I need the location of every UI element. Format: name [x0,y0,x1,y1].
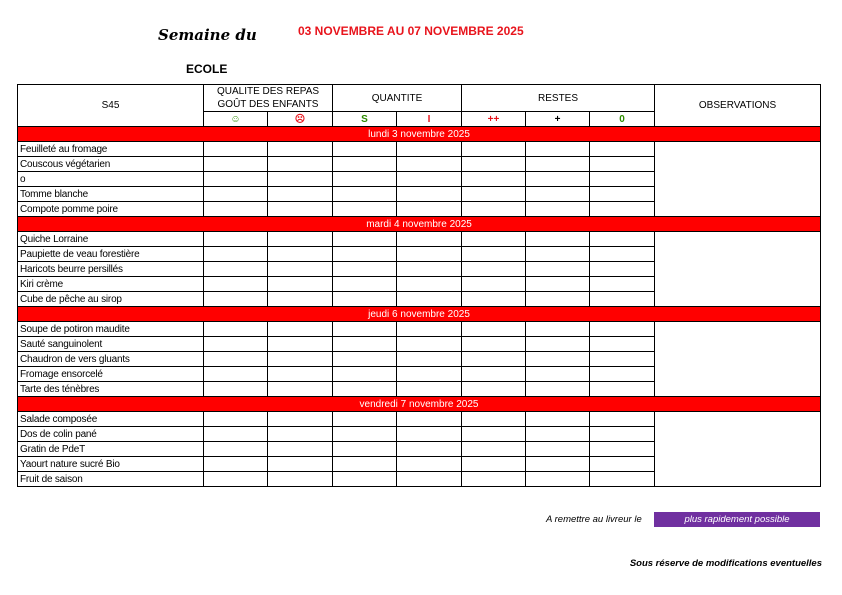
observations-cell[interactable] [655,322,821,397]
quantite-s-cell[interactable] [333,142,397,157]
restes-zero-cell[interactable] [590,277,655,292]
quantite-s-cell[interactable] [333,292,397,307]
restes-plus-cell[interactable] [526,292,590,307]
quantite-i-cell[interactable] [397,202,462,217]
frown-rating-cell[interactable] [268,277,333,292]
restes-plus-cell[interactable] [526,427,590,442]
quantite-i-cell[interactable] [397,292,462,307]
restes-plus-cell[interactable] [526,442,590,457]
quantite-s-cell[interactable] [333,382,397,397]
quantite-i-cell[interactable] [397,367,462,382]
frown-rating-cell[interactable] [268,157,333,172]
smile-rating-cell[interactable] [204,382,268,397]
day-header-row [18,217,821,232]
restes-zero-cell[interactable] [590,202,655,217]
menu-item-name: Tarte des ténèbres [18,382,204,397]
restes-plus-cell[interactable] [526,457,590,472]
frown-rating-cell[interactable] [268,292,333,307]
restes-plus-plus-cell[interactable] [462,472,526,487]
restes-plus-plus-cell[interactable] [462,292,526,307]
restes-zero-cell[interactable] [590,172,655,187]
restes-zero-cell[interactable] [590,457,655,472]
frown-rating-cell[interactable] [268,472,333,487]
smile-rating-cell[interactable] [204,352,268,367]
restes-plus-plus-cell[interactable] [462,262,526,277]
restes-zero-cell[interactable] [590,472,655,487]
quantite-s-cell[interactable] [333,352,397,367]
restes-zero-cell[interactable] [590,247,655,262]
restes-plus-plus-cell[interactable] [462,142,526,157]
observations-cell[interactable] [655,142,821,217]
quantite-i-cell[interactable] [397,157,462,172]
quantite-i-cell[interactable] [397,352,462,367]
frown-rating-cell[interactable] [268,172,333,187]
restes-plus-cell[interactable] [526,472,590,487]
smile-icon: ☺ [204,112,268,127]
frown-rating-cell[interactable] [268,427,333,442]
quantite-i-cell[interactable] [397,142,462,157]
restes-plus-cell[interactable] [526,277,590,292]
menu-item-name: Quiche Lorraine [18,232,204,247]
quantite-s-cell[interactable] [333,457,397,472]
menu-item-name: Yaourt nature sucré Bio [18,457,204,472]
quantite-s-cell[interactable] [333,472,397,487]
day-header-row [18,307,821,322]
menu-item-name: Kiri crème [18,277,204,292]
frown-rating-cell[interactable] [268,187,333,202]
frown-rating-cell[interactable] [268,247,333,262]
ecole-label: ECOLE [186,62,228,76]
quantite-i-cell[interactable] [397,262,462,277]
restes-plus-plus-cell[interactable] [462,232,526,247]
quantite-s-cell[interactable] [333,322,397,337]
menu-item-name: Couscous végétarien [18,157,204,172]
menu-item-name: o [18,172,204,187]
menu-item-name: Sauté sanguinolent [18,337,204,352]
menu-item-name: Feuilleté au fromage [18,142,204,157]
frown-rating-cell[interactable] [268,382,333,397]
restes-plus-plus-cell[interactable] [462,247,526,262]
smile-rating-cell[interactable] [204,277,268,292]
restes-plus-plus-cell[interactable] [462,202,526,217]
week-number: S45 [18,85,204,127]
quantite-s-cell[interactable] [333,247,397,262]
day-header-row [18,397,821,412]
restes-plus-cell[interactable] [526,232,590,247]
smile-rating-cell[interactable] [204,427,268,442]
day-label: mardi 4 novembre 2025 [18,217,821,232]
restes-zero-cell[interactable] [590,142,655,157]
quantite-i-header: I [397,112,462,127]
smile-rating-cell[interactable] [204,337,268,352]
restes-zero-cell[interactable] [590,412,655,427]
menu-item-name: Cube de pêche au sirop [18,292,204,307]
menu-item-name: Soupe de potiron maudite [18,322,204,337]
restes-plus-cell[interactable] [526,142,590,157]
restes-plus-plus-cell[interactable] [462,412,526,427]
restes-plus-header: + [526,112,590,127]
smile-rating-cell[interactable] [204,412,268,427]
restes-plus-cell[interactable] [526,187,590,202]
menu-item-name: Haricots beurre persillés [18,262,204,277]
menu-item-row [18,142,821,157]
quantite-s-cell[interactable] [333,232,397,247]
restes-plus-cell[interactable] [526,172,590,187]
semaine-label: Semaine du [158,26,257,44]
remettre-label: A remettre au livreur le [546,514,642,525]
frown-rating-cell[interactable] [268,202,333,217]
week-dates: 03 NOVEMBRE AU 07 NOVEMBRE 2025 [298,24,524,38]
smile-rating-cell[interactable] [204,457,268,472]
smile-rating-cell[interactable] [204,172,268,187]
restes-plus-cell[interactable] [526,157,590,172]
day-header-row [18,127,821,142]
quantite-s-cell[interactable] [333,337,397,352]
quantite-i-cell[interactable] [397,412,462,427]
restes-plus-plus-cell[interactable] [462,457,526,472]
smile-rating-cell[interactable] [204,202,268,217]
observations-header: OBSERVATIONS [655,85,821,127]
restes-zero-cell[interactable] [590,292,655,307]
day-label: lundi 3 novembre 2025 [18,127,821,142]
restes-zero-cell[interactable] [590,337,655,352]
menu-item-name: Chaudron de vers gluants [18,352,204,367]
qualite-header-line2: GOÛT DES ENFANTS [217,99,319,110]
qualite-header [204,85,333,112]
restes-zero-cell[interactable] [590,322,655,337]
restes-plus-plus-cell[interactable] [462,352,526,367]
menu-item-name: Dos de colin pané [18,427,204,442]
smile-rating-cell[interactable] [204,322,268,337]
quantite-i-cell[interactable] [397,187,462,202]
restes-plus-plus-cell[interactable] [462,187,526,202]
frown-rating-cell[interactable] [268,232,333,247]
smile-rating-cell[interactable] [204,232,268,247]
smile-rating-cell[interactable] [204,367,268,382]
restes-zero-cell[interactable] [590,442,655,457]
restes-zero-header: 0 [590,112,655,127]
menu-item-name: Paupiette de veau forestière [18,247,204,262]
quantite-i-cell[interactable] [397,232,462,247]
quantite-s-cell[interactable] [333,427,397,442]
restes-plus-plus-cell[interactable] [462,322,526,337]
quantite-i-cell[interactable] [397,442,462,457]
quantite-i-cell[interactable] [397,382,462,397]
menu-item-name: Fruit de saison [18,472,204,487]
smile-rating-cell[interactable] [204,142,268,157]
quantite-s-cell[interactable] [333,202,397,217]
quantite-s-cell[interactable] [333,367,397,382]
frown-rating-cell[interactable] [268,322,333,337]
observations-cell[interactable] [655,412,821,487]
restes-zero-cell[interactable] [590,232,655,247]
menu-item-row [18,412,821,427]
quantite-i-cell[interactable] [397,472,462,487]
restes-zero-cell[interactable] [590,427,655,442]
restes-plus-cell[interactable] [526,412,590,427]
qualite-header-line1: QUALITE DES REPAS [216,86,320,97]
smile-rating-cell[interactable] [204,187,268,202]
menu-item-name: Fromage ensorcelé [18,367,204,382]
restes-plus-cell[interactable] [526,262,590,277]
smile-rating-cell[interactable] [204,472,268,487]
smile-rating-cell[interactable] [204,442,268,457]
quantite-s-header: S [333,112,397,127]
frown-rating-cell[interactable] [268,142,333,157]
rapid-badge: plus rapidement possible [654,512,820,527]
smile-rating-cell[interactable] [204,292,268,307]
day-label: vendredi 7 novembre 2025 [18,397,821,412]
restes-zero-cell[interactable] [590,157,655,172]
quantite-i-cell[interactable] [397,172,462,187]
frown-rating-cell[interactable] [268,367,333,382]
reserve-note: Sous réserve de modifications eventuelles [629,558,822,569]
restes-plus-plus-cell[interactable] [462,337,526,352]
restes-plus-plus-cell[interactable] [462,382,526,397]
menu-item-row [18,322,821,337]
restes-plus-cell[interactable] [526,322,590,337]
restes-plus-plus-cell[interactable] [462,277,526,292]
quantite-i-cell[interactable] [397,457,462,472]
frown-icon: ☹ [268,112,333,127]
restes-zero-cell[interactable] [590,262,655,277]
day-label: jeudi 6 novembre 2025 [18,307,821,322]
restes-zero-cell[interactable] [590,352,655,367]
observations-cell[interactable] [655,232,821,307]
quantite-i-cell[interactable] [397,322,462,337]
quantite-s-cell[interactable] [333,187,397,202]
quantite-i-cell[interactable] [397,337,462,352]
restes-plus-cell[interactable] [526,202,590,217]
quantite-s-cell[interactable] [333,262,397,277]
frown-rating-cell[interactable] [268,457,333,472]
quantite-i-cell[interactable] [397,277,462,292]
restes-plus-cell[interactable] [526,247,590,262]
restes-header: RESTES [462,85,655,112]
restes-zero-cell[interactable] [590,187,655,202]
restes-plus-plus-cell[interactable] [462,172,526,187]
menu-item-name: Compote pomme poire [18,202,204,217]
menu-evaluation-table [17,84,821,487]
restes-plus-plus-header: ++ [462,112,526,127]
restes-plus-plus-cell[interactable] [462,427,526,442]
quantite-header: QUANTITE [333,85,462,112]
restes-plus-cell[interactable] [526,352,590,367]
quantite-s-cell[interactable] [333,442,397,457]
smile-rating-cell[interactable] [204,157,268,172]
frown-rating-cell[interactable] [268,337,333,352]
frown-rating-cell[interactable] [268,352,333,367]
quantite-i-cell[interactable] [397,247,462,262]
restes-zero-cell[interactable] [590,382,655,397]
restes-zero-cell[interactable] [590,367,655,382]
menu-item-row [18,232,821,247]
quantite-s-cell[interactable] [333,412,397,427]
restes-plus-cell[interactable] [526,382,590,397]
quantite-i-cell[interactable] [397,427,462,442]
frown-rating-cell[interactable] [268,442,333,457]
quantite-s-cell[interactable] [333,172,397,187]
smile-rating-cell[interactable] [204,262,268,277]
menu-item-name: Salade composée [18,412,204,427]
smile-rating-cell[interactable] [204,247,268,262]
frown-rating-cell[interactable] [268,412,333,427]
restes-plus-cell[interactable] [526,367,590,382]
quantite-s-cell[interactable] [333,277,397,292]
menu-item-name: Tomme blanche [18,187,204,202]
restes-plus-plus-cell[interactable] [462,157,526,172]
restes-plus-cell[interactable] [526,337,590,352]
quantite-s-cell[interactable] [333,157,397,172]
frown-rating-cell[interactable] [268,262,333,277]
restes-plus-plus-cell[interactable] [462,442,526,457]
menu-item-name: Gratin de PdeT [18,442,204,457]
restes-plus-plus-cell[interactable] [462,367,526,382]
